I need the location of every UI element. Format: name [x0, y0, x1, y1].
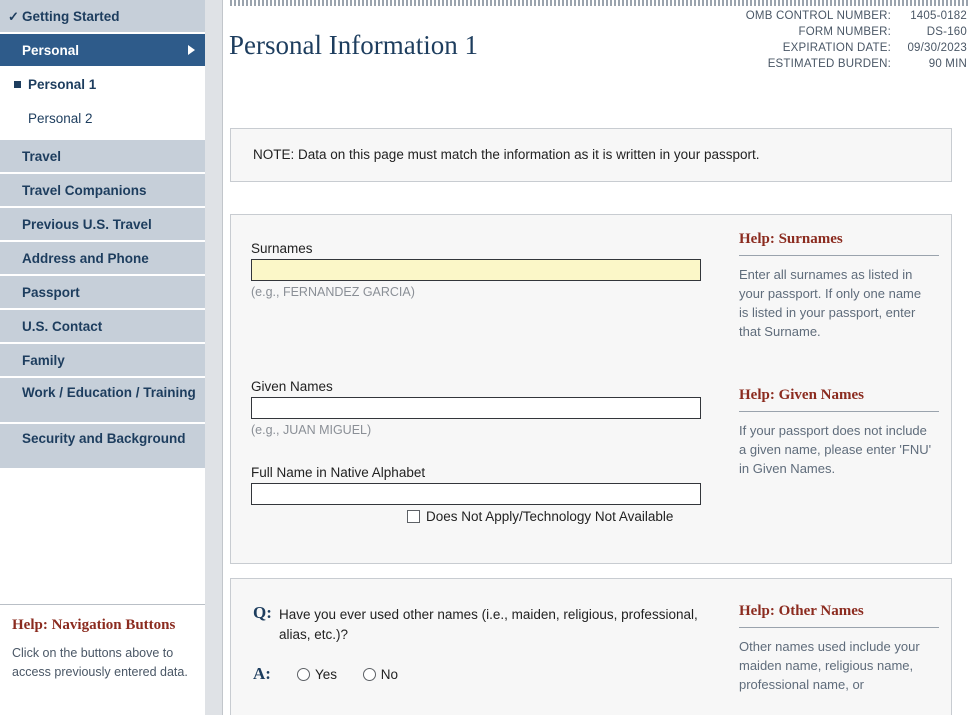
sidebar-item-label: Personal 2	[28, 111, 93, 126]
check-icon: ✓	[8, 9, 19, 24]
meta-label: EXPIRATION DATE:	[782, 42, 891, 54]
meta-label: OMB CONTROL NUMBER:	[745, 10, 891, 22]
given-names-input[interactable]	[251, 397, 701, 419]
meta-label: FORM NUMBER:	[798, 26, 891, 38]
sidebar-item-label: U.S. Contact	[22, 319, 103, 334]
radio-label-yes: Yes	[315, 667, 338, 682]
sidebar-item-label: Personal 1	[28, 77, 97, 92]
sidebar-item-travel-companions[interactable]	[0, 174, 205, 207]
navigation-help-title: Help: Navigation Buttons	[12, 617, 176, 633]
sidebar-item-label: Getting Started	[22, 9, 120, 24]
name-fields-panel	[230, 214, 952, 564]
help-surnames-heading: Help: Surnames	[739, 231, 843, 247]
sidebar-item-label: Security and Background	[22, 431, 186, 446]
help-divider	[739, 255, 939, 256]
meta-row	[746, 58, 967, 74]
radio-label-no: No	[380, 667, 399, 682]
sidebar-item-label: Address and Phone	[22, 251, 149, 266]
arrow-right-icon	[188, 45, 195, 55]
form-meta-block	[746, 10, 967, 74]
given-names-hint: (e.g., JUAN MIGUEL)	[251, 423, 372, 437]
radio-icon[interactable]	[363, 668, 376, 681]
help-given-names-text: If your passport does not include a given name, please enter 'FNU' in Given Names.	[739, 423, 932, 476]
sidebar-item-personal-2[interactable]	[0, 102, 205, 136]
meta-value: 90 MIN	[928, 58, 967, 70]
page-title: Personal Information 1	[229, 30, 478, 60]
meta-value: 1405-0182	[910, 10, 967, 22]
sidebar-item-passport[interactable]	[0, 276, 205, 309]
sidebar-item-label: Travel	[22, 149, 62, 164]
sidebar-item-address-and-phone[interactable]	[0, 242, 205, 275]
help-divider	[739, 627, 939, 628]
sidebar-navigation	[0, 0, 205, 715]
sidebar-item-work-education-training[interactable]	[0, 378, 205, 423]
square-bullet-icon	[14, 81, 21, 88]
meta-value: DS-160	[926, 26, 967, 38]
other-names-question-panel	[230, 578, 952, 715]
answer-marker: A:	[253, 664, 271, 683]
help-divider	[739, 411, 939, 412]
sidebar-item-previous-us-travel[interactable]	[0, 208, 205, 241]
native-alphabet-label: Full Name in Native Alphabet	[251, 465, 426, 480]
sidebar-item-label: Work / Education / Training	[22, 385, 196, 400]
radio-option-yes[interactable]	[297, 667, 337, 682]
question-marker: Q:	[253, 603, 272, 622]
radio-icon[interactable]	[297, 668, 310, 681]
sidebar-item-label: Previous U.S. Travel	[22, 217, 152, 232]
checkbox-icon[interactable]	[407, 510, 420, 523]
meta-label: ESTIMATED BURDEN:	[767, 58, 891, 70]
help-surnames-text: Enter all surnames as listed in your passport. If only one name is listed in your passport, enter that Surname.	[739, 267, 922, 339]
meta-value: 09/30/2023	[907, 42, 967, 54]
sidebar-item-label: Personal	[22, 43, 80, 58]
main-content	[224, 0, 975, 715]
hatched-top-border	[230, 0, 970, 6]
sidebar-item-travel[interactable]	[0, 140, 205, 173]
question-text: Have you ever used other names (i.e., maiden, religious, professional, alias, etc.)?	[279, 607, 698, 642]
meta-row	[746, 26, 967, 42]
surnames-input[interactable]	[251, 259, 701, 281]
other-names-radio-group[interactable]	[297, 667, 420, 682]
sidebar-item-security-and-background[interactable]	[0, 424, 205, 469]
navigation-help-box	[0, 604, 205, 682]
given-names-label: Given Names	[251, 379, 333, 394]
sidebar-item-us-contact[interactable]	[0, 310, 205, 343]
sidebar-item-label: Family	[22, 353, 65, 368]
sidebar-divider	[205, 0, 223, 715]
sidebar-item-family[interactable]	[0, 344, 205, 377]
does-not-apply-label: Does Not Apply/Technology Not Available	[426, 509, 674, 524]
sidebar-item-personal-1[interactable]	[0, 68, 205, 102]
surnames-hint: (e.g., FERNANDEZ GARCIA)	[251, 285, 415, 299]
does-not-apply-checkbox-row[interactable]	[407, 509, 673, 524]
sidebar-item-label: Passport	[22, 285, 80, 300]
surnames-label: Surnames	[251, 241, 313, 256]
meta-row	[746, 10, 967, 26]
radio-option-no[interactable]	[363, 667, 398, 682]
help-other-names-heading: Help: Other Names	[739, 603, 864, 619]
meta-row	[746, 42, 967, 58]
help-given-names-heading: Help: Given Names	[739, 387, 864, 403]
note-text: NOTE: Data on this page must match the information as it is written in your passport.	[253, 147, 760, 162]
navigation-help-body: Click on the buttons above to access previously entered data.	[12, 646, 188, 679]
help-other-names-text: Other names used include your maiden name, religious name, professional name, or	[739, 639, 920, 692]
sidebar-item-label: Travel Companions	[22, 183, 147, 198]
native-alphabet-input[interactable]	[251, 483, 701, 505]
sidebar-item-personal[interactable]	[0, 34, 205, 67]
sidebar-item-getting-started[interactable]	[0, 0, 205, 33]
note-panel	[230, 128, 952, 182]
